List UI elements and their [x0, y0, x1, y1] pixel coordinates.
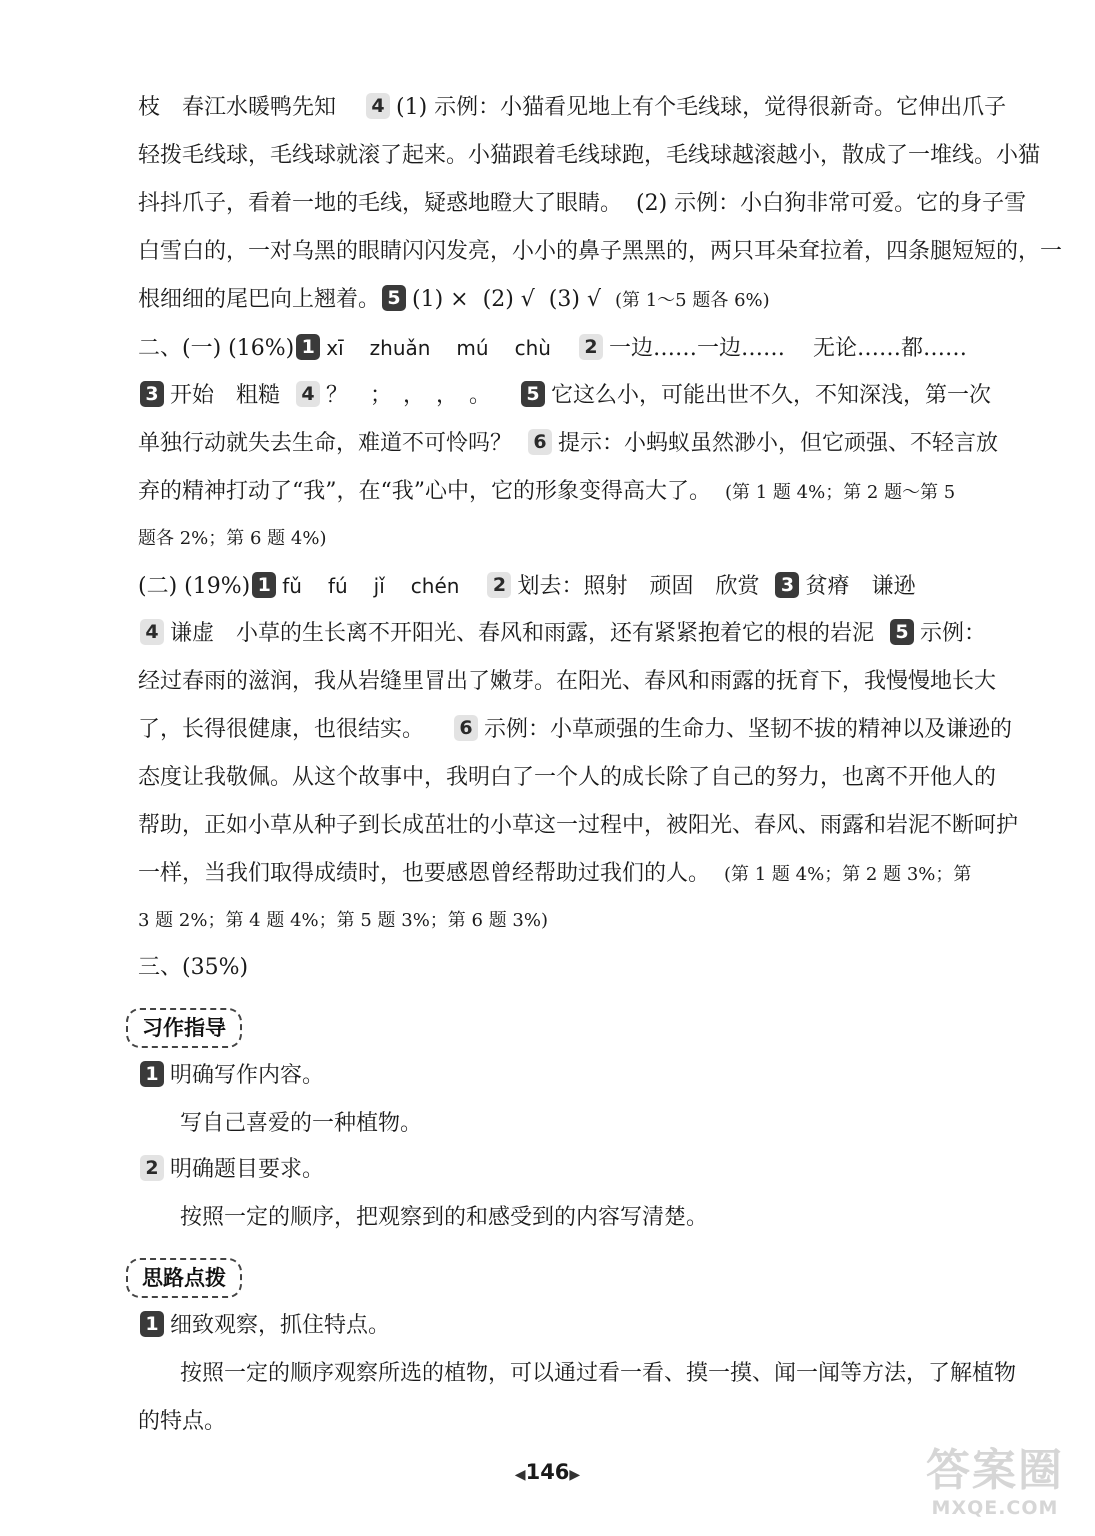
pinyin-item: zhuǎn: [369, 336, 431, 360]
question-number-badge: 2: [579, 334, 603, 360]
text-line: [138, 420, 1023, 468]
score-note: (第 1 题 4%；第 2 题 3%；第: [724, 864, 972, 885]
answer-text: (1) 示例：小猫看见地上有个毛线球，觉得很新奇。它伸出爪子: [396, 95, 1007, 120]
answer-text: (1) ×: [412, 287, 469, 312]
pinyin-item: fú: [327, 574, 348, 598]
text-line: [180, 1100, 1023, 1148]
page-number: 146: [525, 1460, 570, 1484]
answer-text: 单独行动就失去生命，难道不可怜吗？: [138, 431, 513, 456]
text-line: [180, 1350, 1023, 1398]
answer-text: 轻拨毛线球，毛线球就滚了起来。小猫跟着毛线球跑，毛线球越滚越小，散成了一堆线。小猫: [138, 143, 1041, 168]
text-line: [138, 896, 1023, 944]
question-number-badge: 5: [890, 619, 914, 645]
text-line: [138, 850, 1023, 898]
text-line: [138, 562, 1023, 610]
right-arrow-icon: ▶: [569, 1467, 581, 1483]
question-number-badge: 2: [140, 1155, 164, 1181]
question-number-badge: 6: [454, 715, 478, 741]
answer-text: 写自己喜爱的一种植物。: [180, 1111, 423, 1136]
answer-text: 一边……一边……: [608, 336, 785, 361]
text-line: [138, 802, 1023, 850]
text-line: [138, 514, 1023, 562]
answer-text: 划去：照射 顽固 欣赏: [517, 574, 760, 599]
answer-text: 态度让我敬佩。从这个故事中，我明白了一个人的成长除了自己的努力，也离不开他人的: [138, 765, 997, 790]
answer-text: (二) (19%): [138, 574, 251, 599]
score-note: (第 1 题 4%；第 2 题～第 5: [725, 482, 956, 503]
answer-text: (2) 示例：小白狗非常可爱。它的身子雪: [636, 191, 1027, 216]
text-line: [138, 276, 1023, 324]
text-line: [180, 1194, 1023, 1242]
answer-text: 提示：小蚂蚁虽然渺小，但它顽强、不轻言放: [558, 431, 999, 456]
score-note: 题各 2%；第 6 题 4%): [138, 528, 327, 549]
answer-text: 三、(35%): [138, 955, 249, 980]
text-line: [138, 658, 1023, 706]
answer-text: 按照一定的顺序观察所选的植物，可以通过看一看、摸一摸、闻一闻等方法，了解植物: [180, 1361, 1017, 1386]
question-number-badge: 1: [296, 334, 320, 360]
answer-text: 的特点。: [138, 1409, 227, 1434]
text-line: [138, 1398, 1023, 1446]
text-line: [138, 468, 1023, 516]
answer-text: (3) √: [548, 287, 601, 312]
question-number-badge: 3: [775, 572, 799, 598]
watermark-text: 答案圈: [926, 1445, 1064, 1496]
pinyin-item: chén: [410, 574, 460, 598]
question-number-badge: 1: [252, 572, 276, 598]
text-line: [138, 180, 1027, 228]
answer-text: 细致观察，抓住特点。: [170, 1313, 391, 1338]
question-number-badge: 2: [487, 572, 511, 598]
text-line: [138, 372, 1023, 420]
text-line: [138, 1146, 1023, 1194]
answer-text: 弃的精神打动了“我”，在“我”心中，它的形象变得高大了。: [138, 479, 711, 504]
pinyin-answers: [282, 574, 485, 598]
answer-text: 经过春雨的滋润，我从岩缝里冒出了嫩芽。在阳光、春风和雨露的抚育下，我慢慢地长大: [138, 669, 997, 694]
text-line: [138, 1052, 1023, 1100]
text-line: [138, 944, 1023, 992]
score-note: (第 1～5 题各 6%): [614, 290, 770, 311]
question-number-badge: 6: [528, 429, 552, 455]
answer-text: 了，长得很健康，也很结实。: [138, 717, 425, 742]
text-line: [138, 610, 1023, 658]
score-note: 3 题 2%；第 4 题 4%；第 5 题 3%；第 6 题 3%): [138, 910, 548, 931]
question-number-badge: 4: [296, 381, 320, 407]
answer-text: ？ ； ， ， 。: [326, 383, 492, 408]
answer-text: 根细细的尾巴向上翘着。: [138, 287, 381, 312]
answer-text: 谦虚 小草的生长离不开阳光、春风和雨露，还有紧紧抱着它的根的岩泥: [170, 621, 875, 646]
answer-text: 白雪白的，一对乌黑的眼睛闪闪发亮，小小的鼻子黑黑的，两只耳朵耷拉着，四条腿短短的，一: [138, 239, 1063, 264]
answer-text: 一样，当我们取得成绩时，也要感恩曾经帮助过我们的人。: [138, 861, 711, 886]
text-line: [138, 1302, 1023, 1350]
answer-text: (2) √: [482, 287, 535, 312]
answer-text: 贫瘠 谦逊: [805, 574, 916, 599]
answer-text: 按照一定的顺序，把观察到的和感受到的内容写清楚。: [180, 1205, 709, 1230]
section-label: 习作指导: [126, 1008, 242, 1048]
section-label: 思路点拨: [126, 1258, 242, 1298]
answer-text: 帮助，正如小草从种子到长成茁壮的小草这一过程中，被阳光、春风、雨露和岩泥不断呵护: [138, 813, 1019, 838]
text-line: [138, 84, 1023, 132]
answer-text: 无论……都……: [812, 336, 967, 361]
pinyin-item: xī: [326, 336, 344, 360]
question-number-badge: 5: [382, 285, 406, 311]
question-number-badge: 5: [521, 381, 545, 407]
pinyin-item: fǔ: [282, 574, 302, 598]
answer-text: 明确题目要求。: [170, 1157, 325, 1182]
answer-text: 示例：小草顽强的生命力、坚韧不拔的精神以及谦逊的: [484, 717, 1013, 742]
answer-text: 它这么小，可能出世不久，不知深浅，第一次: [551, 383, 992, 408]
left-arrow-icon: ◀: [514, 1467, 526, 1483]
answer-text: 示例：: [920, 621, 987, 646]
answer-text: 明确写作内容。: [170, 1063, 325, 1088]
pinyin-item: jǐ: [373, 574, 385, 598]
question-number-badge: 4: [366, 93, 390, 119]
text-line: [138, 132, 1041, 180]
pinyin-item: chù: [514, 336, 551, 360]
question-number-badge: 1: [140, 1311, 164, 1337]
watermark-url: MXQE.COM: [931, 1497, 1059, 1519]
question-number-badge: 1: [140, 1061, 164, 1087]
answer-text: 二、(一) (16%): [138, 336, 295, 361]
watermark-logo: [905, 1445, 1085, 1525]
answer-text: 枝 春江水暖鸭先知: [138, 95, 337, 120]
text-line: [138, 324, 1023, 372]
pinyin-item: mú: [456, 336, 489, 360]
text-line: [138, 228, 1063, 276]
pinyin-answers: [326, 336, 577, 360]
text-line: [138, 706, 1023, 754]
answer-text: 开始 粗糙: [170, 383, 281, 408]
question-number-badge: 4: [140, 619, 164, 645]
question-number-badge: 3: [140, 381, 164, 407]
answer-text: 抖抖爪子，看着一地的毛线，疑惑地瞪大了眼睛。: [138, 191, 623, 216]
text-line: [138, 754, 1023, 802]
